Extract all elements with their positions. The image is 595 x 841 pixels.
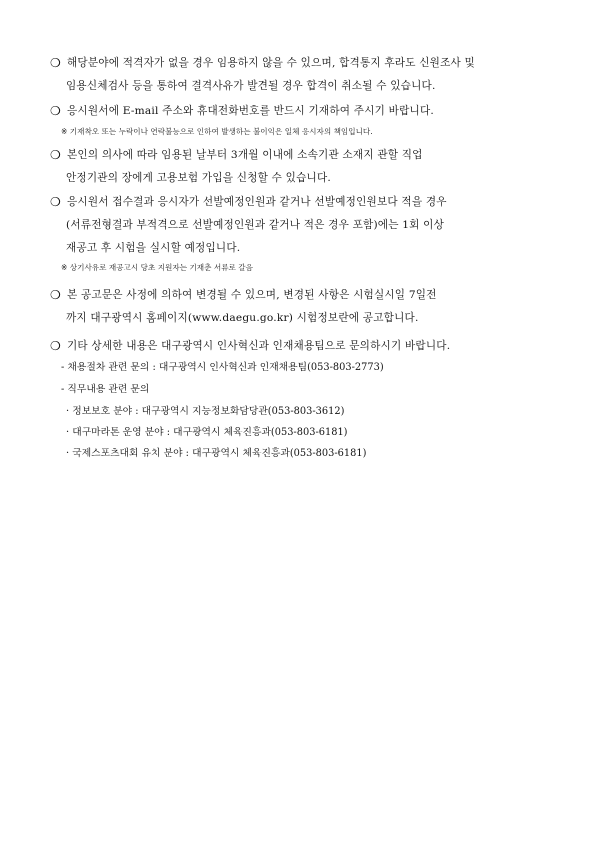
notice-text-line: 해당분야에 적격자가 없을 경우 임용하지 않을 수 있으며, 합격통지 후라도 신원조사 및 [67, 57, 475, 69]
notice-text-line: 까지 대구광역시 홈페이지(www.daegu.go.kr) 시험정보란에 공고합니다. [66, 312, 419, 324]
contact-job-duties-heading: - 직무내용 관련 문의 [61, 384, 150, 395]
notice-text-line: 응시원서 접수결과 응시자가 선발예정인원과 같거나 선발예정인원보다 적을 경우 [67, 196, 447, 208]
notice-text-line: 본인의 의사에 따라 임용된 날부터 3개월 이내에 소속기관 소재지 관할 직업 [67, 149, 423, 161]
contact-marathon: · 대구마라톤 운영 분야 : 대구광역시 체육진흥과(053-803-6181) [66, 427, 348, 438]
notice-text-line: 안정기관의 장에게 고용보험 가입을 신청할 수 있습니다. [66, 172, 331, 184]
circle-bullet-icon: ❍ [50, 339, 61, 353]
circle-bullet-icon: ❍ [50, 288, 61, 302]
notice-text-line: 재공고 후 시험을 실시할 예정입니다. [66, 242, 241, 254]
notice-text-line: 기타 상세한 내용은 대구광역시 인사혁신과 인재채용팀으로 문의하시기 바랍니다. [67, 340, 451, 352]
circle-bullet-icon: ❍ [50, 148, 61, 162]
notice-text-line: 응시원서에 E-mail 주소와 휴대전화번호를 반드시 기재하여 주시기 바랍니다. [67, 105, 434, 117]
notice-text-line: 임용신체검사 등을 통하여 결격사유가 발견될 경우 합격이 취소될 수 있습니다. [66, 80, 436, 92]
notice-text-line: 본 공고문은 사정에 의하여 변경될 수 있으며, 변경된 사항은 시험실시일 7일전 [67, 289, 437, 301]
contact-international-sports: · 국제스포츠대회 유치 분야 : 대구광역시 체육진흥과(053-803-6181) [66, 448, 367, 459]
note-readvertisement: ※ 상기사유로 재공고시 당초 지원자는 기재춘 서류로 갈음 [61, 263, 253, 272]
notice-text-line: (서류전형결과 부적격으로 선발예정인원과 같거나 적은 경우 포함)에는 1회 이상 [66, 219, 445, 231]
contact-information-security: · 정보보호 분야 : 대구광역시 지능정보화담당관(053-803-3612) [66, 406, 345, 417]
circle-bullet-icon: ❍ [50, 56, 61, 70]
note-contact-responsibility: ※ 기재착오 또는 누락이나 연락불능으로 인하여 발생하는 불이익은 일체 응시자의 책임입니다. [61, 127, 373, 136]
contact-recruitment: - 채용절차 관련 문의 : 대구광역시 인사혁신과 인재채용팀(053-803-2773) [61, 362, 384, 373]
circle-bullet-icon: ❍ [50, 195, 61, 209]
circle-bullet-icon: ❍ [50, 104, 61, 118]
